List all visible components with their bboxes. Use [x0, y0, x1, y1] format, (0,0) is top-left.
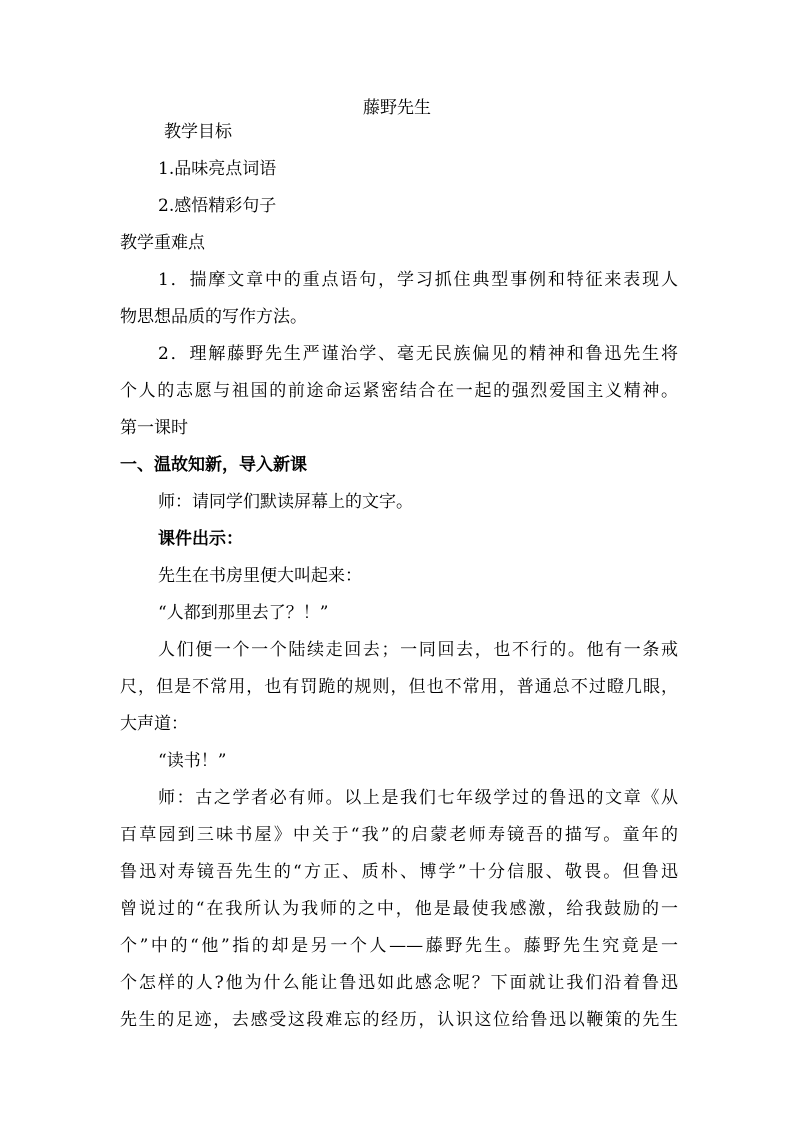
paragraph-line: 先生的足迹，去感受这段难忘的经历，认识这位给鲁迅以鞭策的先生	[120, 1010, 678, 1030]
paragraph-line: 师：古之学者必有师。以上是我们七年级学过的鲁迅的文章《从	[158, 788, 678, 808]
paragraph-line: 鲁迅对寿镜吾先生的“方正、质朴、博学”十分信服、敬畏。但鲁迅	[120, 862, 678, 882]
paragraph-line: 物思想品质的写作方法。	[120, 307, 307, 327]
document-title: 藤野先生	[363, 98, 431, 118]
paragraph-line: 百草园到三味书屋》中关于“我”的启蒙老师寿镜吾的描写。童年的	[120, 825, 678, 845]
paragraph-line: 尺，但是不常用，也有罚跪的规则，但也不常用，普通总不过瞪几眼，	[120, 677, 678, 697]
section-heading-review: 一、温故知新，导入新课	[120, 455, 307, 475]
lesson-period-heading: 第一课时	[120, 418, 188, 438]
section-heading-key-difficulties: 教学重难点	[120, 233, 205, 253]
paragraph-line: 个怎样的人?他为什么能让鲁迅如此感念呢？下面就让我们沿着鲁迅	[120, 973, 678, 993]
courseware-label: 课件出示：	[158, 529, 243, 549]
paragraph-line: 个人的志愿与祖国的前途命运紧密结合在一起的强烈爱国主义精神。	[120, 381, 678, 401]
paragraph-line: 2．理解藤野先生严谨治学、毫无民族偏见的精神和鲁迅先生将	[158, 344, 678, 364]
quote-line: “人都到那里去了？！”	[158, 603, 329, 623]
goal-item-1: 1.品味亮点词语	[158, 159, 277, 179]
quote-line: 先生在书房里便大叫起来：	[158, 566, 362, 586]
paragraph-line: 人们便一个一个陆续走回去；一同回去，也不行的。他有一条戒	[158, 640, 678, 660]
goal-item-2: 2.感悟精彩句子	[158, 196, 277, 216]
paragraph-line: 个”中的“他”指的却是另一个人——藤野先生。藤野先生究竟是一	[120, 936, 678, 956]
paragraph-line: 曾说过的“在我所认为我师的之中，他是最使我感激，给我鼓励的一	[120, 899, 678, 919]
paragraph-line: 大声道：	[120, 714, 188, 734]
paragraph-line: 1．揣摩文章中的重点语句，学习抓住典型事例和特征来表现人	[158, 270, 678, 290]
quote-line: “读书！”	[158, 751, 227, 771]
section-heading-teaching-goals: 教学目标	[164, 122, 232, 142]
teacher-line: 师：请同学们默读屏幕上的文字。	[158, 492, 413, 512]
